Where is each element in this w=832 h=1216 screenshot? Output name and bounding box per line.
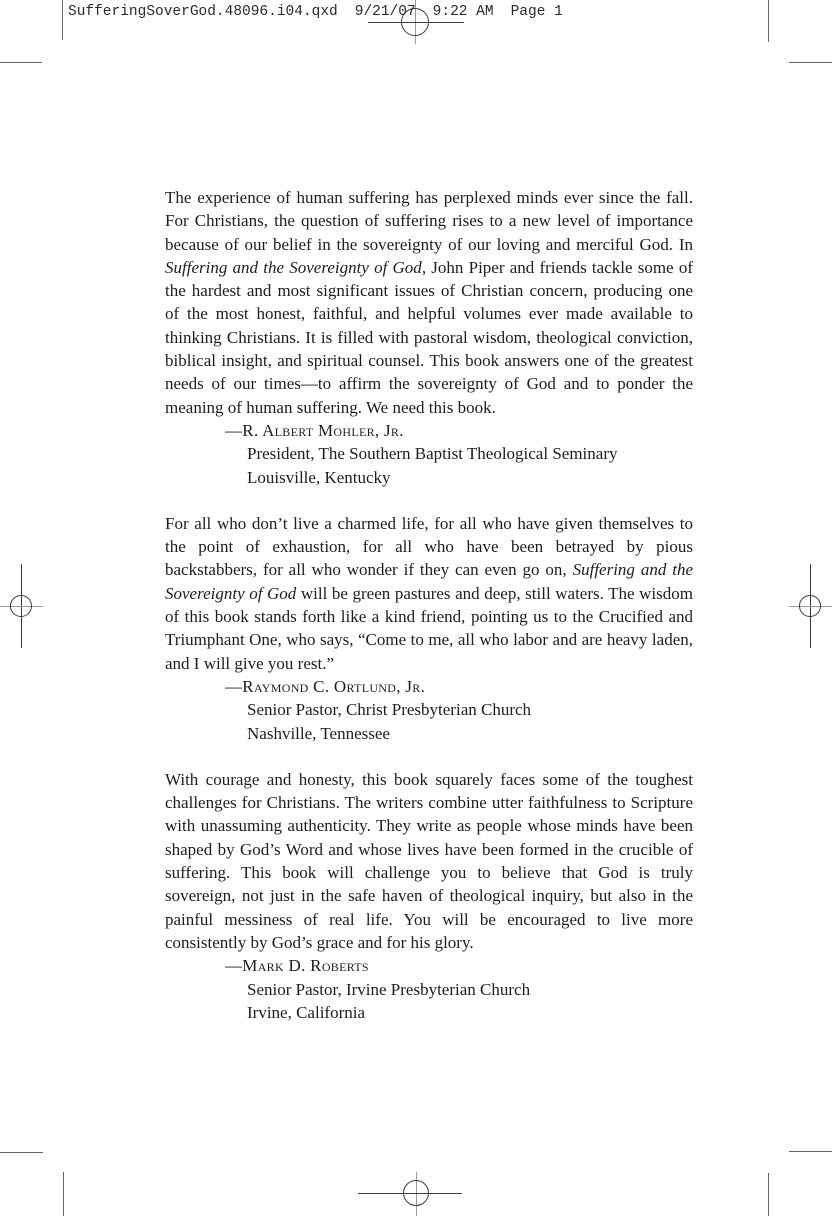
crop-mark-bottom-right-vertical [768, 1173, 769, 1216]
endorser-name: —Mark D. Roberts [225, 956, 369, 976]
crop-mark-bottom-left-vertical [63, 1172, 64, 1216]
endorsement-attribution [225, 419, 693, 489]
slug-date: 9/21/07 [354, 4, 416, 20]
endorsements-body [165, 186, 693, 1024]
endorser-location: Irvine, California [247, 1002, 366, 1022]
registration-mark-right-circle [799, 595, 821, 617]
crop-mark-top-right-horizontal [789, 62, 832, 63]
endorser-location: Louisville, Kentucky [247, 467, 391, 487]
registration-mark-bottom-circle [403, 1180, 429, 1206]
endorsement-block [165, 186, 693, 489]
book-title-italic: Suffering and the Sovereignty of God [165, 257, 422, 277]
slug-time: 9:22 AM [432, 4, 494, 20]
endorsement-attribution [225, 675, 693, 745]
paragraph-text: , John Piper and friends tackle some of the hardest and most significant issues of Christian concern, producing one of the most honest, faithful, and helpful volumes ever made available to thinking Christians. It is filled with pastoral wisdom, theological conviction, biblical insight, and spiritual counsel. This book answers one of the greatest needs of our times—to affirm the sovereignty of God and to ponder the meaning of human suffering. We need this book. [165, 257, 693, 417]
crop-mark-top-left-horizontal [0, 62, 42, 63]
endorser-title: Senior Pastor, Christ Presbyterian Church [247, 700, 532, 720]
endorser-name: —Raymond C. Ortlund, Jr. [225, 676, 426, 696]
paragraph-text: The experience of human suffering has perplexed minds ever since the fall. For Christians, the question of suffering rises to a new level of importance because of our belief in the sovereignty of our loving and merciful God. In [165, 188, 693, 254]
book-title-italic: Suffering and the Sovereignty of God [165, 560, 693, 603]
endorser-title: Senior Pastor, Irvine Presbyterian Church [247, 979, 531, 999]
endorsement-paragraph [165, 768, 693, 954]
crop-mark-bottom-left-horizontal [0, 1152, 43, 1153]
slug-page-number: Page 1 [510, 4, 563, 20]
paragraph-text: will be green pastures and deep, still waters. The wisdom of this book stands forth like a kind friend, pointing us to the Crucified and Triumphant One, who says, “Come to me, all who labor and are heavy laden, and I will give you rest.” [165, 583, 693, 673]
endorsement-attribution [225, 954, 693, 1024]
paragraph-text: With courage and honesty, this book squarely faces some of the toughest challenges for Christians. The writers combine utter faithfulness to Scripture with unassuming authenticity. They write as people whose minds have been shaped by God’s Word and whose lives have been formed in the crucible of suffering. This book will challenge you to believe that God is truly sovereign, not just in the safe haven of theological inquiry, but also in the painful messiness of real life. You will be encouraged to live more consistently by God’s grace and for his glory. [165, 769, 693, 952]
slug-filename: SufferingSoverGod.48096.i04.qxd [68, 4, 338, 20]
endorsement-paragraph [165, 186, 693, 419]
endorsement-block [165, 512, 693, 745]
paragraph-text: For all who don’t live a charmed life, for all who have given themselves to the point of exhaustion, for all who have been betrayed by pious backstabbers, for all who wonder if they can even go on, [165, 513, 693, 580]
crop-mark-bottom-right-horizontal [789, 1151, 832, 1152]
endorser-location: Nashville, Tennessee [247, 723, 390, 743]
endorser-name: —R. Albert Mohler, Jr. [225, 420, 404, 440]
document-slug-line [68, 4, 563, 21]
crop-mark-top-right-vertical [768, 0, 769, 42]
registration-mark-left-circle [10, 595, 32, 617]
endorsement-paragraph [165, 512, 693, 675]
endorsement-block [165, 768, 693, 1024]
crop-mark-top-left-vertical [62, 0, 63, 40]
endorser-title: President, The Southern Baptist Theological Seminary [247, 444, 618, 464]
